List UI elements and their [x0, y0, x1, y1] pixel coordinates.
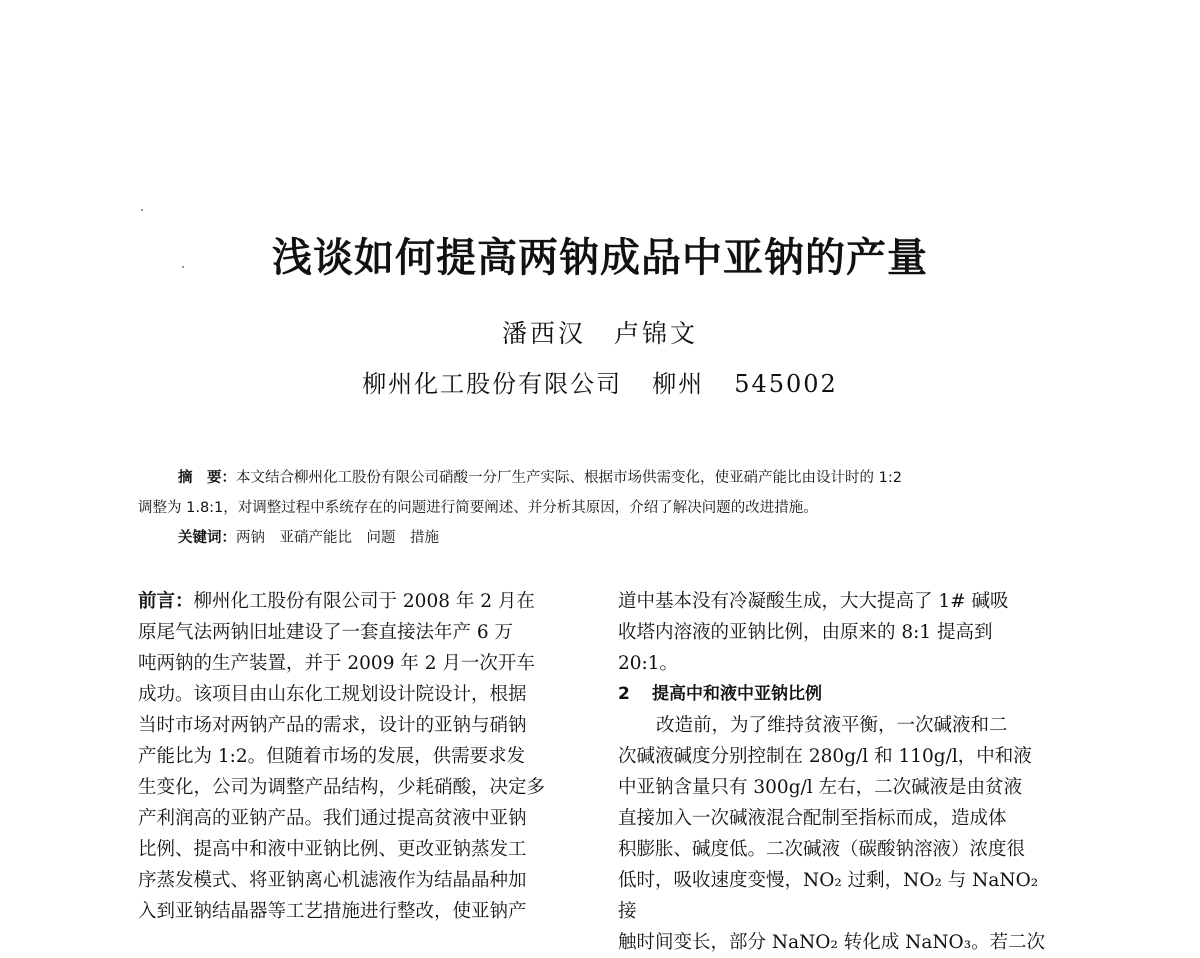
body-line: 20:1。 [618, 653, 679, 674]
left-column [138, 586, 578, 927]
keywords-text: 两钠 亚硝产能比 问题 措施 [236, 530, 439, 546]
affiliation [0, 364, 1200, 399]
preface-label: 前言： [138, 591, 194, 612]
section-number: 2 [618, 684, 630, 704]
affiliation-city: 柳州 [652, 370, 705, 398]
body-line: 吨两钠的生产装置，并于 2009 年 2 月一次开车 [138, 653, 535, 674]
body-line: 直接加入一次碱液混合配制至指标而成，造成体 [618, 808, 1007, 829]
body-line: 当时市场对两钠产品的需求，设计的亚钠与硝钠 [138, 715, 527, 736]
body-line: 道中基本没有冷凝酸生成，大大提高了 1# 碱吸 [618, 591, 1009, 612]
body-line: 前言：柳州化工股份有限公司于 2008 年 2 月在 [138, 591, 535, 612]
body-line: 收塔内溶液的亚钠比例，由原来的 8:1 提高到 [618, 622, 993, 643]
author-names: 潘西汉 卢锦文 [501, 319, 698, 348]
body-line: 产能比为 1:2。但随着市场的发展，供需要求发 [138, 746, 526, 767]
body-line: 积膨胀、碱度低。二次碱液（碳酸钠溶液）浓度很 [618, 839, 1026, 860]
section-title: 提高中和液中亚钠比例 [652, 684, 822, 704]
section-heading [618, 679, 1058, 710]
body-line: 低时，吸收速度变慢，NO₂ 过剩，NO₂ 与 NaNO₂ 接 [618, 870, 1039, 922]
keywords-line [138, 523, 1058, 553]
abstract-text: 本文结合柳州化工股份有限公司硝酸一分厂生产实际、根据市场供需变化，使亚硝产能比由设计时的 1:2 [236, 470, 902, 486]
abstract-line [138, 463, 1058, 493]
abstract-line: 调整为 1.8:1，对调整过程中系统存在的问题进行简要阐述、并分析其原因，介绍了解决问题的改进措施。 [138, 500, 818, 516]
body-line: 原尾气法两钠旧址建设了一套直接法年产 6 万 [138, 622, 514, 643]
body-line: 次碱液碱度分别控制在 280g/l 和 110g/l，中和液 [618, 746, 1032, 767]
right-column [618, 586, 1058, 958]
body-line: 生变化，公司为调整产品结构，少耗硝酸，决定多 [138, 777, 546, 798]
body-line: 中亚钠含量只有 300g/l 左右，二次碱液是由贫液 [618, 777, 1023, 798]
body-line: 成功。该项目由山东化工规划设计院设计，根据 [138, 684, 527, 705]
body-line: 触时间变长，部分 NaNO₂ 转化成 NaNO₃。若二次 [618, 932, 1046, 953]
affiliation-company: 柳州化工股份有限公司 [362, 370, 623, 398]
keywords-label: 关键词： [178, 530, 236, 546]
body-line: 比例、提高中和液中亚钠比例、更改亚钠蒸发工 [138, 839, 527, 860]
scan-speck [141, 209, 143, 211]
body-line: 入到亚钠结晶器等工艺措施进行整改，使亚钠产 [138, 901, 527, 922]
affiliation-postcode: 545002 [734, 370, 838, 398]
body-line: 改造前，为了维持贫液平衡，一次碱液和二 [656, 715, 1008, 736]
body-line: 序蒸发模式、将亚钠离心机滤液作为结晶晶种加 [138, 870, 527, 891]
paper-title: 浅谈如何提高两钠成品中亚钠的产量 [272, 235, 928, 281]
abstract-block [138, 463, 1058, 553]
abstract-label: 摘 要： [178, 470, 236, 486]
body-line: 产利润高的亚钠产品。我们通过提高贫液中亚钠 [138, 808, 527, 829]
